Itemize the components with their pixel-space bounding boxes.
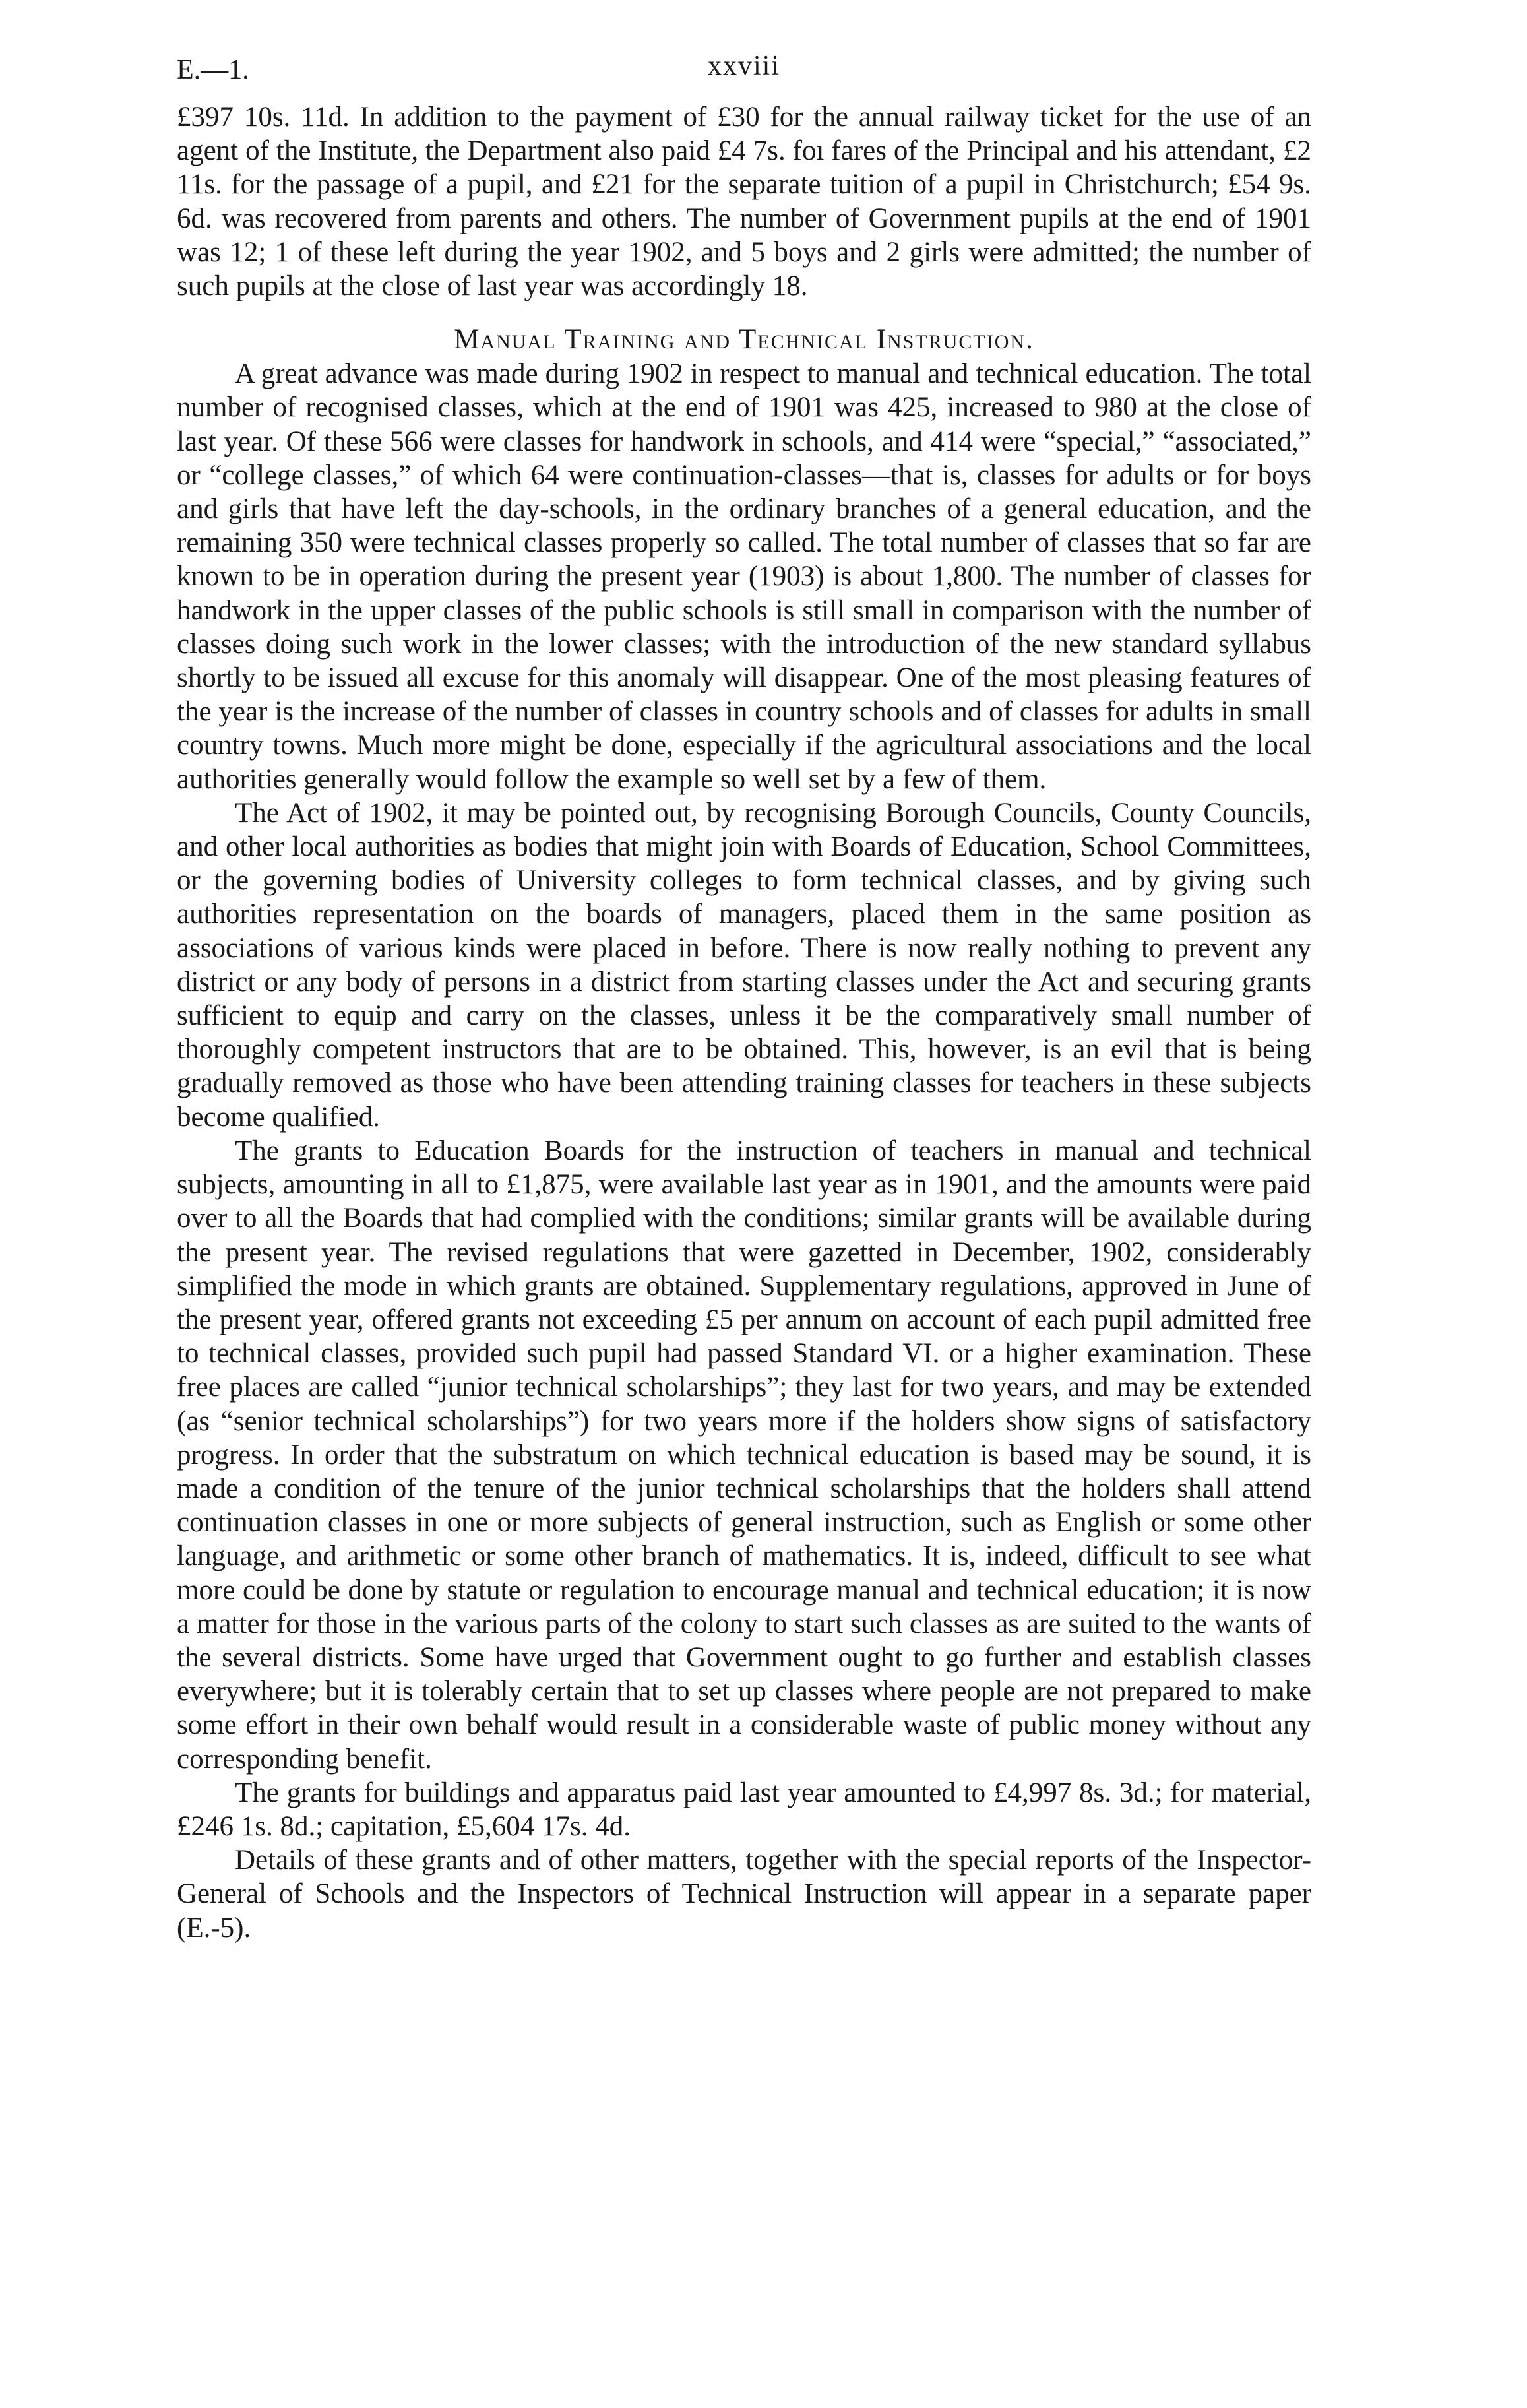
document-reference: E.—1.	[177, 55, 249, 85]
paragraph-4: The grants for buildings and apparatus paid last year amounted to £4,997 8s. 3d.; for material, £246 1s. 8d.; capitation, £5,604 17s. 4d.	[177, 1777, 1311, 1842]
paragraph-3: The grants to Education Boards for the instruction of teachers in manual and technical subjects, amounting in all to £1,875, were available last year as in 1901, and the amounts were paid over to all the Boards that had complied with the conditions; similar grants will be available during the present year. The revised regulations that were gazetted in December, 1902, considerably simplified the mode in which grants are obtained. Supplementary regulations, approved in June of the present year, offered grants not exceeding £5 per annum on account of each pupil admitted free to technical classes, provided such pupil had passed Standard VI. or a higher examination. These free places are called “junior technical scholarships”; they last for two years, and may be extended (as “senior technical scholarships”) for two years more if the holders show signs of satisfactory progress. In order that the substratum on which technical education is based may be sound, it is made a condition of the tenure of the junior technical scholarships that the holders shall attend continuation classes in one or more subjects of general instruction, such as English or some other language, and arithmetic or some other branch of mathematics. It is, indeed, difficult to see what more could be done by statute or regulation to encourage manual and technical education; it is now a matter for those in the various parts of the colony to start such classes as are suited to the wants of the several districts. Some have urged that Government ought to go further and establish classes everywhere; but it is tolerably certain that to set up classes where people are not prepared to make some effort in their own behalf would result in a considerable waste of public money without any corresponding benefit.	[177, 1135, 1311, 1775]
body-text	[177, 100, 1311, 1945]
page-number: xxviii	[707, 51, 780, 81]
paragraph-5: Details of these grants and of other matters, together with the special reports of the Inspector-General of Schools and the Inspectors of Technical Instruction will appear in a separate paper (E.-5).	[177, 1845, 1311, 1944]
page-header	[177, 50, 1311, 96]
paragraph-2: The Act of 1902, it may be pointed out, by recognising Borough Councils, County Councils, and other local authorities as bodies that might join with Boards of Education, School Committees, or the governing bodies of University colleges to form technical classes, and by giving such authorities representation on the boards of managers, placed them in the same position as associations of various kinds were placed in before. There is now really nothing to prevent any district or any body of persons in a district from starting classes under the Act and securing grants sufficient to equip and carry on the classes, unless it be the comparatively small number of thoroughly competent instructors that are to be obtained. This, however, is an evil that is being gradually removed as those who have been attending training classes for teachers in these subjects become qualified.	[177, 797, 1311, 1133]
section-heading: Manual Training and Technical Instruction.	[454, 324, 1034, 356]
paragraph-1: A great advance was made during 1902 in respect to manual and technical education. The total number of recognised classes, which at the end of 1901 was 425, increased to 980 at the close of last year. Of these 566 were classes for handwork in schools, and 414 were “special,” “associated,” or “college classes,” of which 64 were continuation-classes—that is, classes for adults or for boys and girls that have left the day-schools, in the ordinary branches of a general education, and the remaining 350 were technical classes properly so called. The total number of classes that so far are known to be in operation during the present year (1903) is about 1,800. The number of classes for handwork in the upper classes of the public schools is still small in comparison with the number of classes doing such work in the lower classes; with the introduction of the new standard syllabus shortly to be issued all excuse for this anomaly will disappear. One of the most pleasing features of the year is the increase of the number of classes in country schools and of classes for adults in small country towns. Much more might be done, especially if the agricultural associations and the local authorities generally would follow the example so well set by a few of them.	[177, 358, 1311, 795]
paragraph-continued: £397 10s. 11d. In addition to the payment of £30 for the annual railway ticket for the use of an agent of the Institute, the Department also paid £4 7s. foı fares of the Principal and his attendant, £2 11s. for the passage of a pupil, and £21 for the separate tuition of a pupil in Christchurch; £54 9s. 6d. was recovered from parents and others. The number of Government pupils at the end of 1901 was 12; 1 of these left during the year 1902, and 5 boys and 2 girls were admitted; the number of such pupils at the close of last year was accordingly 18.	[177, 102, 1311, 302]
